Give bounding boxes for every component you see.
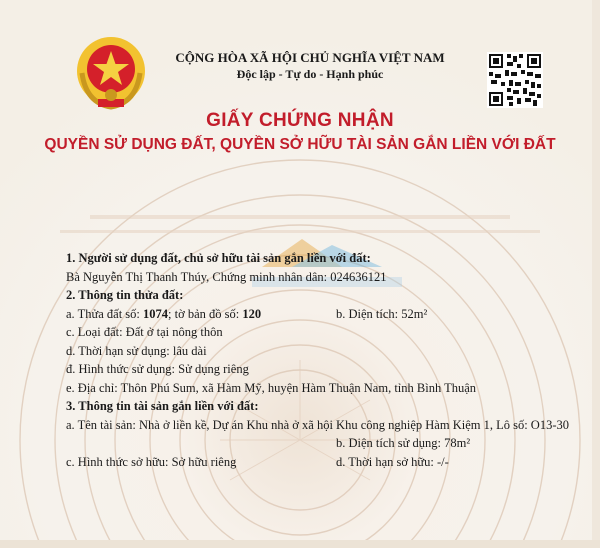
owner-info: Bà Nguyễn Thị Thanh Thúy, Chứng minh nhân dân: 024636121 [66,269,387,284]
section-2-heading: 2. Thông tin thửa đất: [66,288,184,302]
section-1-heading: 1. Người sử dụng đất, chủ sở hữu tài sản gắn liền với đất: [66,251,371,265]
floor-area: b. Diện tích sử dụng: 78m² [336,436,471,450]
certificate-title: GIẤY CHỨNG NHẬN [206,110,394,131]
parcel-row [66,305,566,324]
usage-form: đ. Hình thức sử dụng: Sử dụng riêng [66,362,249,376]
right-edge [592,0,600,548]
parcel-prefix: a. Thửa đất số: [66,306,144,321]
national-title: CỘNG HÒA XÃ HỘI CHỦ NGHĨA VIỆT NAM [175,50,445,65]
floor-area-row [66,434,566,453]
ownership-term: d. Thời hạn sở hữu: -/- [336,454,449,469]
certificate-subtitle: QUYỀN SỬ DỤNG ĐẤT, QUYỀN SỞ HỮU TÀI SẢN GẮN LIỀN VỚI ĐẤT [44,136,556,153]
national-emblem-icon [74,33,148,113]
sheet-number: 120 [242,306,262,321]
certificate-body [66,249,569,471]
ownership-row [66,453,566,472]
parcel-number: 1074 [143,306,169,321]
usage-term: d. Thời hạn sử dụng: lâu dài [66,343,207,358]
ownership-form: c. Hình thức sở hữu: Sở hữu riêng [66,454,237,469]
land-address: e. Địa chỉ: Thôn Phú Sum, xã Hàm Mỹ, huyện Hàm Thuận Nam, tỉnh Bình Thuận [66,380,477,395]
qr-code-icon [487,52,543,108]
national-motto: Độc lập - Tự do - Hạnh phúc [236,67,384,81]
sheet-prefix: ; tờ bản đồ số: [168,306,243,321]
bottom-edge [0,540,600,548]
land-type: c. Loại đất: Đất ở tại nông thôn [66,325,223,339]
section-3-heading: 3. Thông tin tài sản gắn liền với đất: [66,399,259,413]
land-area: b. Diện tích: 52m² [336,306,428,321]
asset-name: a. Tên tài sản: Nhà ở liền kề, Dự án Khu nhà ở xã hội Khu công nghiệp Hàm Kiệm 1, Lô số: O13-30 [66,417,569,432]
